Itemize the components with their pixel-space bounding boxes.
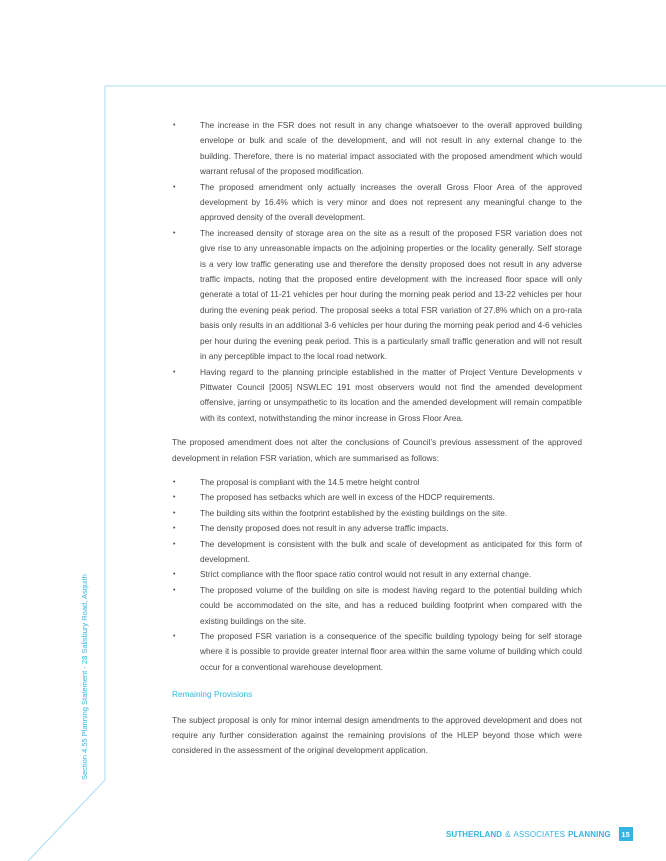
side-section-label: Section 4.55 Planning Statement - 28 Salisbury Road, Asquith	[80, 574, 89, 780]
list-item: • The proposed FSR variation is a consequence of the specific building typology being for self storage where it is possible to provide greater internal floor area within the same volume of building which could occur for a conventional warehouse development.	[173, 631, 582, 672]
summary-paragraph: The proposed amendment does not alter the conclusions of Council’s previous assessment of the approved development in relation FSR variation, which are summarised as follows:	[172, 437, 582, 463]
bullet-icon: •	[173, 183, 176, 191]
bullet-icon: •	[173, 229, 176, 237]
list-item: • The increased density of storage area on the site as a result of the proposed FSR variation does not give rise to any unreasonable impacts on the adjoining properties or the locality generally. Self storage is a very low traffic generating use and therefore the density proposed does not result in any adverse traffic impacts, noting that the proposed entire development with the increased floor space will only generate a total of 11-21 vehicles per hour during the morning peak period and 13-22 vehicles per hour during the evening peak period. The proposal seeks a total FSR variation of 27.8% which on a pro-rata basis only results in an additional 3-6 vehicles per hour during the morning peak period and 4-6 vehicles per hour during the evening peak period. This is a particularly small traffic generation and will not result in any perceptible impact to the local road network.	[173, 227, 582, 362]
list-item: • The building sits within the footprint established by the existing buildings on the site.	[172, 506, 582, 521]
bullet-icon: •	[173, 540, 176, 548]
bullet-icon: •	[173, 122, 176, 129]
list-item: • The proposed has setbacks which are well in excess of the HDCP requirements.	[172, 490, 582, 505]
bullet-icon: •	[173, 494, 176, 502]
diagonal-rule	[28, 780, 105, 861]
bullet-icon: •	[173, 586, 176, 594]
list-item: • The proposed volume of the building on site is modest having regard to the potential building which could be accommodated on the site, and has a reduced building footprint when compared with the existing buildings on the site.	[173, 584, 582, 626]
bullet-icon: •	[173, 509, 176, 517]
list-item: • The proposed amendment only actually increases the overall Gross Floor Area of the approved development by 16.4% which is very minor and does not represent any meaningful change to the approved density of the overall development.	[173, 181, 582, 223]
list-item: • The development is consistent with the bulk and scale of development as anticipated for this form of development.	[173, 538, 582, 564]
bullet-icon: •	[173, 571, 176, 579]
footer-associates: ASSOCIATES	[513, 829, 566, 839]
list-item: • The density proposed does not result in any adverse traffic impacts.	[172, 521, 582, 536]
document-body	[172, 118, 582, 759]
list-item: • Having regard to the planning principle established in the matter of Project Venture Developments v Pittwater Council [2005] NSWLEC 191 most observers would not find the amended development offensive, jarring or unsympathetic to its location and the amended development will remain compatible with its context, notwithstanding the minor increase in Gross Floor Area.	[173, 366, 582, 423]
closing-paragraph: The subject proposal is only for minor internal design amendments to the approved development and does not require any further consideration against the remaining provisions of the HLEP beyond those which were considered in the assessment of the original development application.	[172, 714, 582, 756]
footer-planning: PLANNING	[568, 829, 611, 839]
footer-brand	[446, 827, 633, 841]
bullet-icon: •	[173, 478, 176, 486]
bullet-list-impacts	[172, 118, 582, 426]
bullet-icon: •	[173, 368, 176, 376]
bullet-list-conclusions	[172, 475, 582, 675]
footer-ampersand: &	[505, 829, 511, 839]
section-heading: Remaining Provisions	[172, 689, 253, 700]
page-number: 15	[619, 827, 633, 841]
bullet-icon: •	[173, 633, 176, 640]
footer-firm-name: SUTHERLAND	[446, 829, 503, 839]
bullet-icon: •	[173, 525, 176, 533]
list-item: • The proposal is compliant with the 14.5 metre height control	[172, 475, 582, 490]
list-item: • The increase in the FSR does not result in any change whatsoever to the overall approved building envelope or bulk and scale of the development, and will not result in any external change to the building. Therefore, there is no material impact associated with the proposed amendment which would warrant refusal of the proposed modification.	[173, 120, 582, 177]
list-item: • Strict compliance with the floor space ratio control would not result in any external change.	[172, 567, 582, 582]
